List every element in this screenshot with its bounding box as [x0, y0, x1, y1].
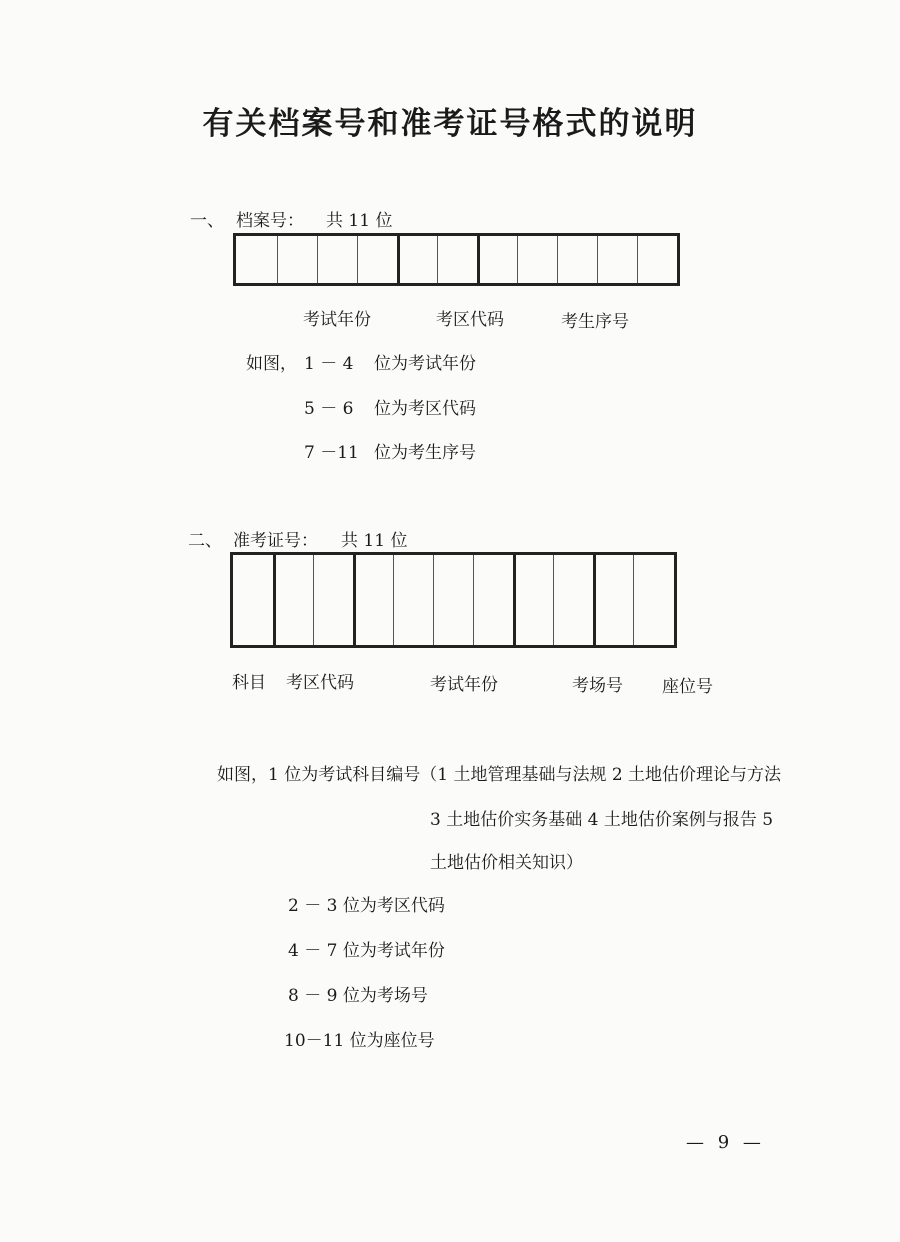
group-label: 考试年份 [430, 675, 498, 695]
grid-cell [513, 555, 553, 645]
admission-number-grid [230, 552, 677, 648]
grid-cell [277, 236, 317, 283]
section1-label: 档案号： [236, 211, 304, 231]
grid-cell [317, 236, 357, 283]
grid-cell [357, 236, 397, 283]
group-label: 科目 [232, 673, 266, 693]
grid-cell [433, 555, 473, 645]
grid-cell [353, 555, 393, 645]
grid-cell [393, 555, 433, 645]
grid-cell [633, 555, 674, 645]
subject-description-line2: 3 土地估价实务基础 4 土地估价案例与报告 5 [430, 810, 774, 830]
group-label: 座位号 [662, 677, 713, 697]
digit-range-line: 2 － 3 位为考区代码 [288, 896, 445, 916]
line-desc: 位为考区代码 [374, 399, 476, 419]
grid-cell [593, 555, 633, 645]
section2-count: 共 11 位 [341, 531, 408, 551]
section1-count: 共 11 位 [326, 211, 393, 231]
subject-description-line3: 土地估价相关知识） [430, 853, 583, 873]
grid-cell [233, 555, 273, 645]
group-label: 考区代码 [436, 310, 504, 330]
page-number: — 9 — [686, 1132, 765, 1153]
digit-range-line: 4 － 7 位为考试年份 [288, 941, 445, 961]
grid-cell [437, 236, 477, 283]
group-label: 考试年份 [303, 310, 371, 330]
section2-label: 准考证号： [233, 531, 318, 551]
line-range: 7 －11 [304, 443, 359, 463]
line-desc: 位为考生序号 [374, 443, 476, 463]
line-prefix: 如图， [246, 354, 297, 374]
line-range: 5 － 6 [304, 399, 354, 419]
section2-marker: 二、 [188, 531, 222, 551]
grid-cell [477, 236, 517, 283]
grid-cell [637, 236, 677, 283]
grid-cell [517, 236, 557, 283]
archive-number-grid [233, 233, 680, 286]
grid-cell [557, 236, 597, 283]
grid-cell [313, 555, 353, 645]
group-label: 考场号 [572, 676, 623, 696]
page-title: 有关档案号和准考证号格式的说明 [202, 106, 698, 142]
grid-cell [597, 236, 637, 283]
grid-cell [397, 236, 437, 283]
digit-range-line: 10－11 位为座位号 [284, 1031, 435, 1051]
group-label: 考区代码 [286, 673, 354, 693]
grid-cell [473, 555, 513, 645]
grid-cell [553, 555, 593, 645]
group-label: 考生序号 [561, 312, 629, 332]
line-range: 1 － 4 [304, 354, 354, 374]
grid-cell [236, 236, 277, 283]
section1-marker: 一、 [190, 211, 224, 231]
digit-range-line: 8 － 9 位为考场号 [288, 986, 428, 1006]
line-desc: 位为考试年份 [374, 354, 476, 374]
subject-description-line1: 如图，1 位为考试科目编号（1 土地管理基础与法规 2 土地估价理论与方法 [217, 765, 782, 785]
grid-cell [273, 555, 313, 645]
